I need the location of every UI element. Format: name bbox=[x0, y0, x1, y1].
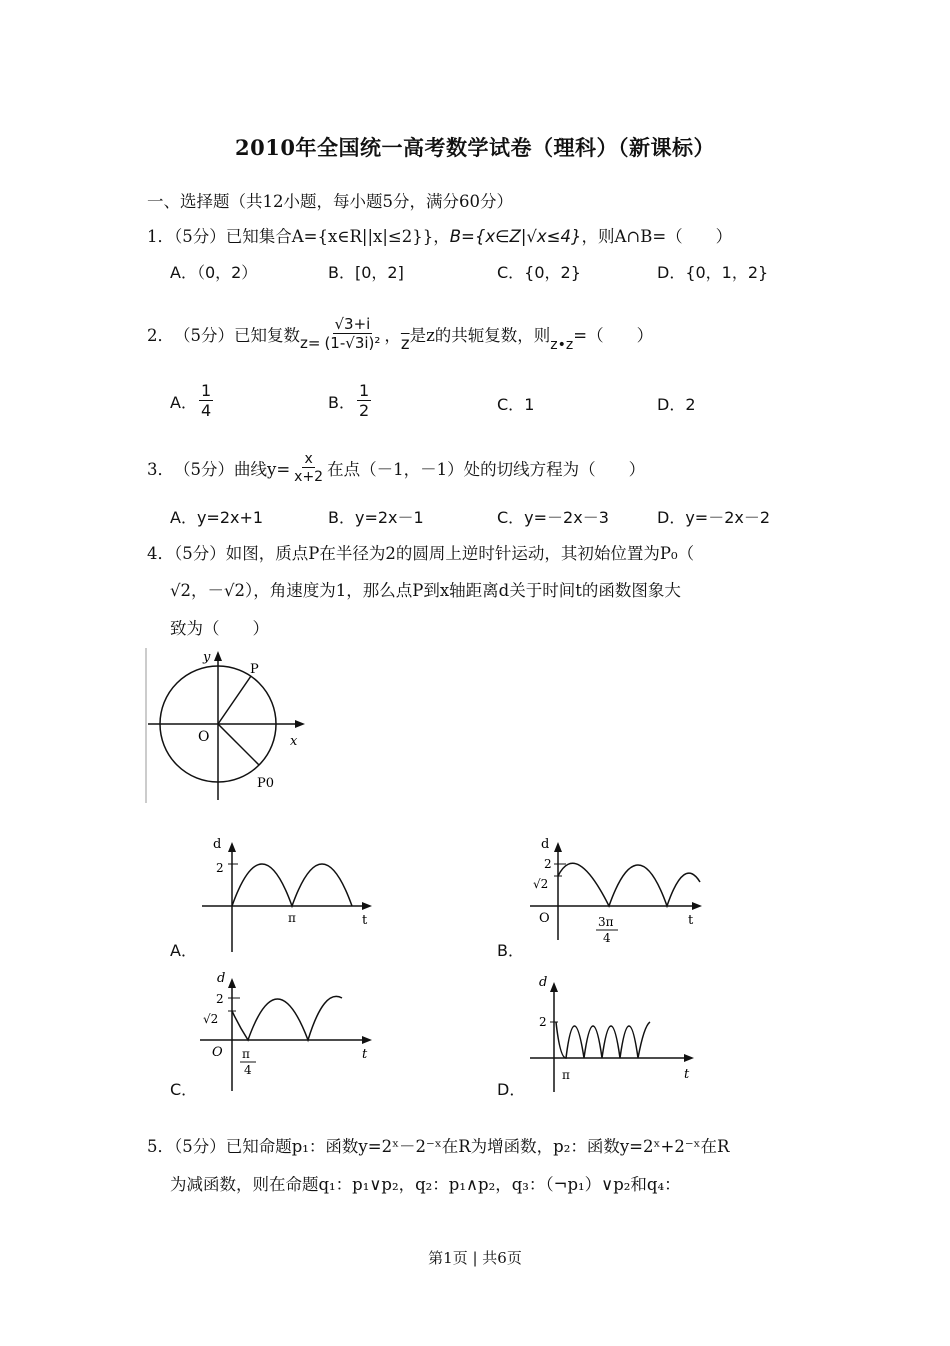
option-c bbox=[497, 392, 534, 415]
option-a bbox=[170, 383, 215, 419]
x-tick-den: 4 bbox=[603, 931, 611, 945]
question-3 bbox=[147, 446, 645, 490]
x-tick-num: 3π bbox=[598, 915, 614, 929]
y-tick2-label: √2 bbox=[203, 1012, 219, 1026]
question-number: 2． bbox=[147, 326, 174, 345]
option-d: D．y=－2x－2 bbox=[657, 508, 771, 527]
question-text: （5分）已知集合A={x∈R||x|≤2}}， bbox=[174, 227, 450, 246]
graph-d bbox=[526, 966, 711, 1094]
page-footer: 第1页 | 共6页 bbox=[428, 1249, 522, 1267]
question-tail: ，则A∩B=（ ） bbox=[581, 227, 733, 246]
z-denominator: (1-√3i)² bbox=[324, 334, 381, 352]
question-4-line-3: 致为（ ） bbox=[170, 619, 269, 638]
option-a: A．（0，2） bbox=[170, 263, 258, 282]
t-axis-arrow-icon bbox=[692, 902, 702, 910]
d-label: d bbox=[217, 971, 226, 986]
y-axis-arrow-icon bbox=[214, 651, 222, 661]
question-number: 5． bbox=[147, 1137, 174, 1156]
z-conjugate: $\overline{z}$ bbox=[400, 333, 410, 353]
option-letter: B． bbox=[328, 392, 355, 412]
question-5-line-1 bbox=[147, 1133, 729, 1157]
t-label: t bbox=[688, 913, 694, 928]
question-number: 1． bbox=[147, 227, 174, 246]
t-axis-arrow-icon bbox=[362, 902, 372, 910]
t-label: t bbox=[684, 1067, 690, 1082]
question-1 bbox=[147, 223, 732, 247]
graph-c bbox=[196, 966, 381, 1094]
fraction-num: x bbox=[304, 451, 313, 467]
page-title: 2010年全国统一高考数学试卷（理科）（新课标） bbox=[235, 135, 715, 160]
t-label: t bbox=[362, 913, 368, 928]
t-label: t bbox=[362, 1047, 368, 1062]
d-axis-arrow-icon bbox=[228, 842, 236, 852]
question-4-line-2: √2，－√2），角速度为1，那么点P到x轴距离d关于时间t的函数图象大 bbox=[170, 581, 681, 600]
section-heading: 一、选择题（共12小题，每小题5分，满分60分） bbox=[147, 192, 513, 211]
option-c: C．{0，2} bbox=[497, 263, 581, 282]
option-letter: D． bbox=[657, 395, 686, 414]
radius-p bbox=[218, 676, 251, 724]
graph-option-a-label: A． bbox=[170, 941, 197, 960]
x-tick-den: 4 bbox=[244, 1063, 252, 1077]
origin-label: O bbox=[212, 1045, 223, 1060]
question-4-line-1 bbox=[147, 540, 694, 564]
x-tick-num: π bbox=[242, 1047, 250, 1061]
origin-label: O bbox=[539, 911, 550, 926]
option-fraction bbox=[357, 383, 371, 419]
fraction-den: 4 bbox=[200, 401, 212, 420]
option-d bbox=[657, 392, 696, 415]
z-lhs: z= bbox=[300, 334, 321, 352]
option-fraction bbox=[199, 383, 213, 419]
d-label: d bbox=[539, 975, 548, 990]
question-sep: ， bbox=[384, 326, 401, 345]
y-label: y bbox=[203, 650, 211, 665]
curve bbox=[556, 1022, 650, 1058]
y-tick-label: 2 bbox=[216, 861, 224, 875]
circle-figure bbox=[140, 645, 315, 805]
curve-fraction bbox=[292, 452, 325, 484]
x-tick-label: π bbox=[288, 911, 296, 925]
radius-p0 bbox=[218, 724, 259, 765]
graph-option-d-label: D． bbox=[497, 1080, 526, 1099]
set-b-formula: B={x∈Z|√x≤4} bbox=[449, 227, 582, 246]
question-text: （5分）如图，质点P在半径为2的圆周上逆时针运动，其初始位置为P₀（ bbox=[174, 544, 695, 563]
fraction-num: 1 bbox=[358, 381, 370, 400]
question-text: （5分）已知命题p₁：函数y=2ˣ－2⁻ˣ在R为增函数，p₂：函数y=2ˣ+2⁻ˣ在R bbox=[174, 1137, 730, 1156]
t-axis-arrow-icon bbox=[684, 1054, 694, 1062]
option-d: D．{0，1，2} bbox=[657, 263, 769, 282]
curve bbox=[232, 996, 342, 1040]
d-label: d bbox=[541, 837, 550, 852]
graph-a bbox=[196, 830, 381, 955]
option-letter: A． bbox=[170, 392, 197, 412]
option-value: 2 bbox=[685, 395, 696, 414]
fraction-num: 1 bbox=[200, 381, 212, 400]
question-number: 4． bbox=[147, 544, 174, 563]
question-text: （5分）曲线y= bbox=[174, 460, 291, 479]
option-b bbox=[328, 383, 373, 419]
option-c: C．y=－2x－3 bbox=[497, 508, 609, 527]
d-axis-arrow-icon bbox=[554, 842, 562, 852]
option-value: 1 bbox=[524, 395, 535, 414]
option-a: A．y=2x+1 bbox=[170, 508, 264, 527]
z-numerator: √3+i bbox=[334, 315, 371, 333]
question-text-2: 是z的共轭复数，则 bbox=[409, 326, 551, 345]
curve bbox=[558, 863, 700, 906]
graph-option-c-label: C． bbox=[170, 1080, 198, 1099]
question-number: 3． bbox=[147, 460, 174, 479]
d-label: d bbox=[213, 837, 222, 852]
option-b: B．[0，2] bbox=[328, 263, 404, 282]
x-axis-arrow-icon bbox=[295, 720, 305, 728]
d-axis-arrow-icon bbox=[550, 982, 558, 992]
z-fraction bbox=[322, 317, 382, 351]
t-axis-arrow-icon bbox=[362, 1036, 372, 1044]
question-5-line-2: 为减函数，则在命题q₁：p₁∨p₂，q₂：p₁∧p₂，q₃：（¬p₁）∨p₂和q₄： bbox=[170, 1175, 681, 1194]
question-text: （5分）已知复数 bbox=[174, 326, 300, 345]
x-label: x bbox=[290, 734, 298, 749]
y-tick-label: 2 bbox=[216, 992, 224, 1006]
y-tick-label: 2 bbox=[539, 1015, 547, 1029]
p0-label: P0 bbox=[257, 776, 275, 791]
origin-label: O bbox=[198, 729, 210, 745]
graph-option-b-label: B． bbox=[497, 941, 524, 960]
y-tick-label: 2 bbox=[544, 857, 552, 871]
fraction-den: 2 bbox=[358, 401, 370, 420]
x-tick-label: π bbox=[562, 1068, 570, 1082]
graph-b bbox=[526, 830, 711, 955]
d-axis-arrow-icon bbox=[228, 978, 236, 988]
option-b: B．y=2x－1 bbox=[328, 508, 424, 527]
product-expr: z•z bbox=[550, 337, 574, 353]
option-letter: C． bbox=[497, 395, 525, 414]
question-tail: 在点（－1，－1）处的切线方程为（ ） bbox=[327, 460, 646, 479]
p-label: P bbox=[250, 662, 259, 677]
question-tail: =（ ） bbox=[573, 326, 654, 345]
y-tick2-label: √2 bbox=[533, 877, 549, 891]
question-2 bbox=[147, 304, 653, 364]
fraction-den: x+2 bbox=[294, 469, 324, 485]
curve bbox=[232, 864, 352, 906]
